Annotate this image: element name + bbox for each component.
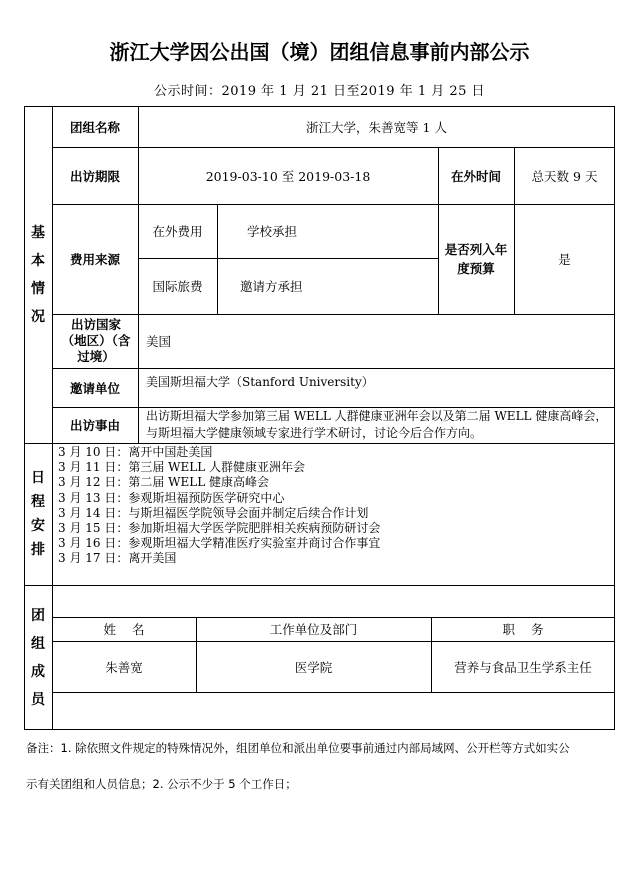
notice-period: 公示时间：2019 年 1 月 21 日至2019 年 1 月 25 日 [153,84,486,99]
members-row-bottom [52,692,615,693]
schedule-item: 3 月 16 日：参观斯坦福大学精准医疗实验室并商讨合作事宜 [58,536,381,551]
schedule-item: 3 月 14 日：与斯坦福医学院领导会面并制定后续合作计划 [58,505,369,520]
schedule-item: 3 月 13 日：参观斯坦福预防医学研究中心 [58,490,285,505]
group-name-label: 团组名称 [69,119,120,135]
funding-sub-line [217,204,218,314]
purpose-label: 出访事由 [69,418,120,433]
member-header-position: 职 务 [502,622,544,637]
budget-value: 是 [558,252,571,267]
schedule-item: 3 月 10 日：离开中国赴美国 [58,445,213,459]
funding-label: 费用来源 [69,252,120,267]
inviter-value: 美国斯坦福大学（Stanford University） [146,375,374,389]
schedule-list [58,445,613,567]
intl-travel-label: 国际旅费 [152,279,203,294]
page-title: 浙江大学因公出国（境）团组信息事前内部公示 [109,40,530,64]
abroad-cost-label: 在外费用 [152,224,203,239]
abroad-cost-value: 学校承担 [247,224,298,239]
section-members: 团 组 成 员 [31,607,45,708]
period-value: 2019-03-10 至 2019-03-18 [205,168,371,184]
country-label: 出访国家（地区）（含过境） [61,317,131,364]
member-name: 朱善宽 [105,659,143,675]
purpose-value: 出访斯坦福大学参加第三届 WELL 人群健康亚洲年会以及第二届 WELL 健康高峰会，与斯坦福大学健康领域专家进行学术研讨，讨论今后合作方向。 [146,409,608,440]
member-header-name: 姓 名 [103,622,145,637]
note-line-2: 示有关团组和人员信息；2. 公示不少于 5 个工作日； [26,777,297,791]
member-unit: 医学院 [294,659,333,675]
inviter-label: 邀请单位 [69,380,120,396]
abroad-time-value: 总天数 9 天 [531,168,598,184]
budget-label: 是否列入年度预算 [444,242,508,276]
country-value: 美国 [146,334,172,349]
note-line-1: 备注：1. 除依照文件规定的特殊情况外，组团单位和派出单位要事前通过内部局域网、公开栏等方式如实公 [26,741,570,755]
schedule-item: 3 月 15 日：参加斯坦福大学医学院肥胖相关疾病预防研讨会 [58,521,381,536]
section-basic-info: 基 本 情 况 [31,224,45,325]
section-schedule: 日 程 安 排 [31,470,45,558]
schedule-item: 3 月 12 日：第二届 WELL 健康高峰会 [58,475,270,490]
divider-basic-schedule [24,443,615,444]
member-header-unit: 工作单位及部门 [269,622,358,637]
member-position: 营养与食品卫生学系主任 [454,659,592,675]
intl-travel-value: 邀请方承担 [240,279,303,294]
schedule-item: 3 月 11 日：第三届 WELL 人群健康亚洲年会 [58,460,306,475]
divider-schedule-members [24,585,615,586]
schedule-item: 3 月 17 日：离开美国 [58,551,177,566]
period-label: 出访期限 [69,168,120,184]
group-name-value: 浙江大学，朱善宽等 1 人 [306,119,447,135]
abroad-time-label: 在外时间 [450,168,501,184]
